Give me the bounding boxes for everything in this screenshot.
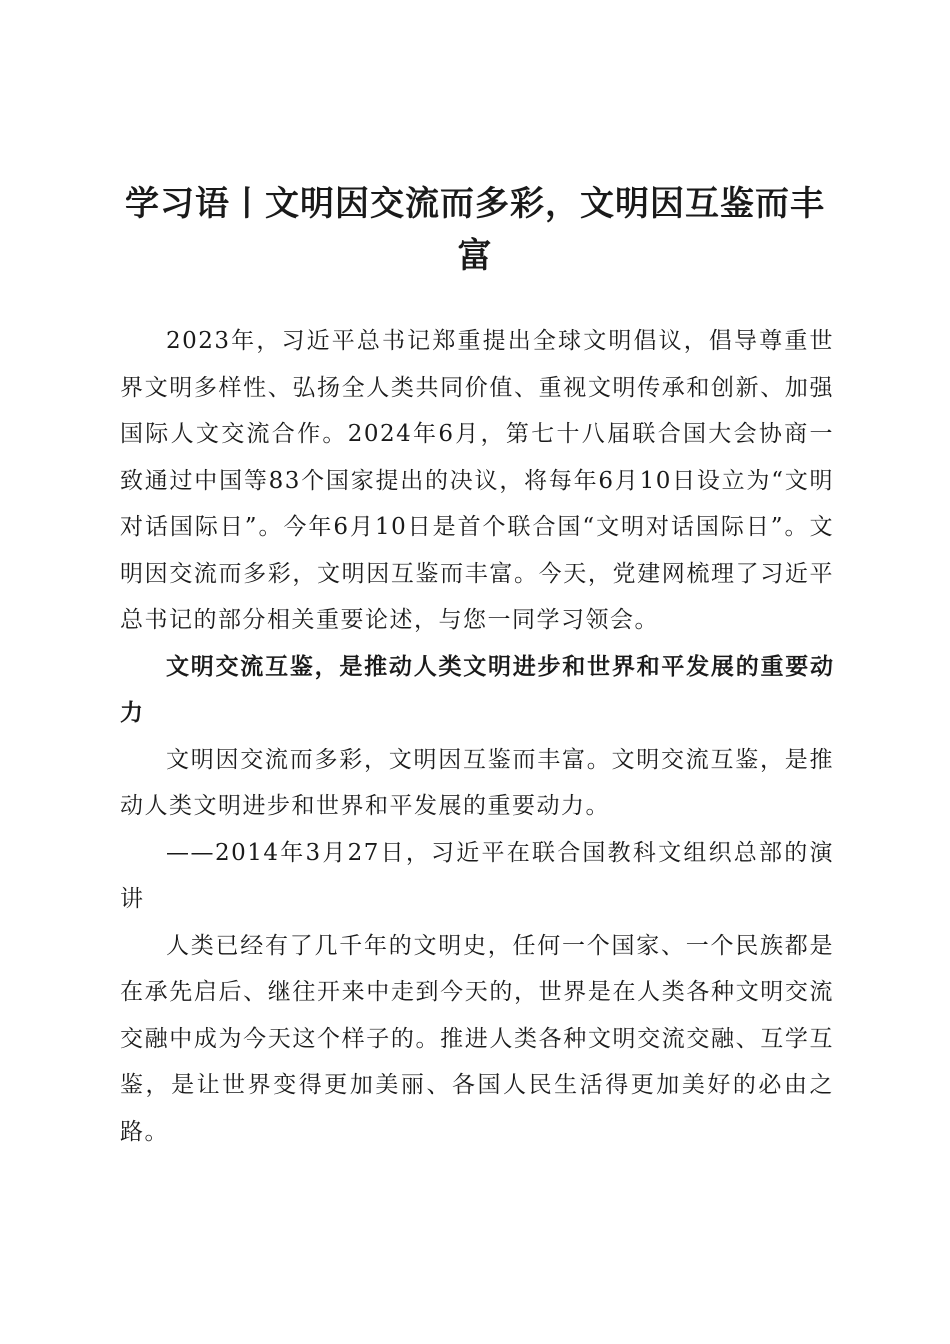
section-heading: 文明交流互鉴，是推动人类文明进步和世界和平发展的重要动力 (120, 653, 834, 726)
document-title: 学习语丨文明因交流而多彩，文明因互鉴而丰富 (125, 184, 825, 276)
intro-paragraph: 2023年，习近平总书记郑重提出全球文明倡议，倡导尊重世界文明多样性、弘扬全人类共同价值、重视文明传承和创新、加强国际人文交流合作。2024年6月，第七十八届联合国大会协商一致通过中国等83个国家提出的决议，将每年6月10日设立为“文明对话国际日”。今年6月10日是首个联合国“文明对话国际日”。文明因交流而多彩，文明因互鉴而丰富。今天，党建网梳理了习近平总书记的部分相关重要论述，与您一同学习领会。 (120, 328, 834, 633)
quote-source: ——2014年3月27日，习近平在联合国教科文组织总部的演讲 (120, 839, 834, 912)
document-body (120, 318, 834, 1155)
quote-paragraph: 人类已经有了几千年的文明史，任何一个国家、一个民族都是在承先启后、继往开来中走到今天的，世界是在人类各种文明交流交融中成为今天这个样子的。推进人类各种文明交流交融、互学互鉴，是让世界变得更加美丽、各国人民生活得更加美好的必由之路。 (120, 932, 834, 1145)
quote-paragraph: 文明因交流而多彩，文明因互鉴而丰富。文明交流互鉴，是推动人类文明进步和世界和平发展的重要动力。 (120, 746, 834, 819)
